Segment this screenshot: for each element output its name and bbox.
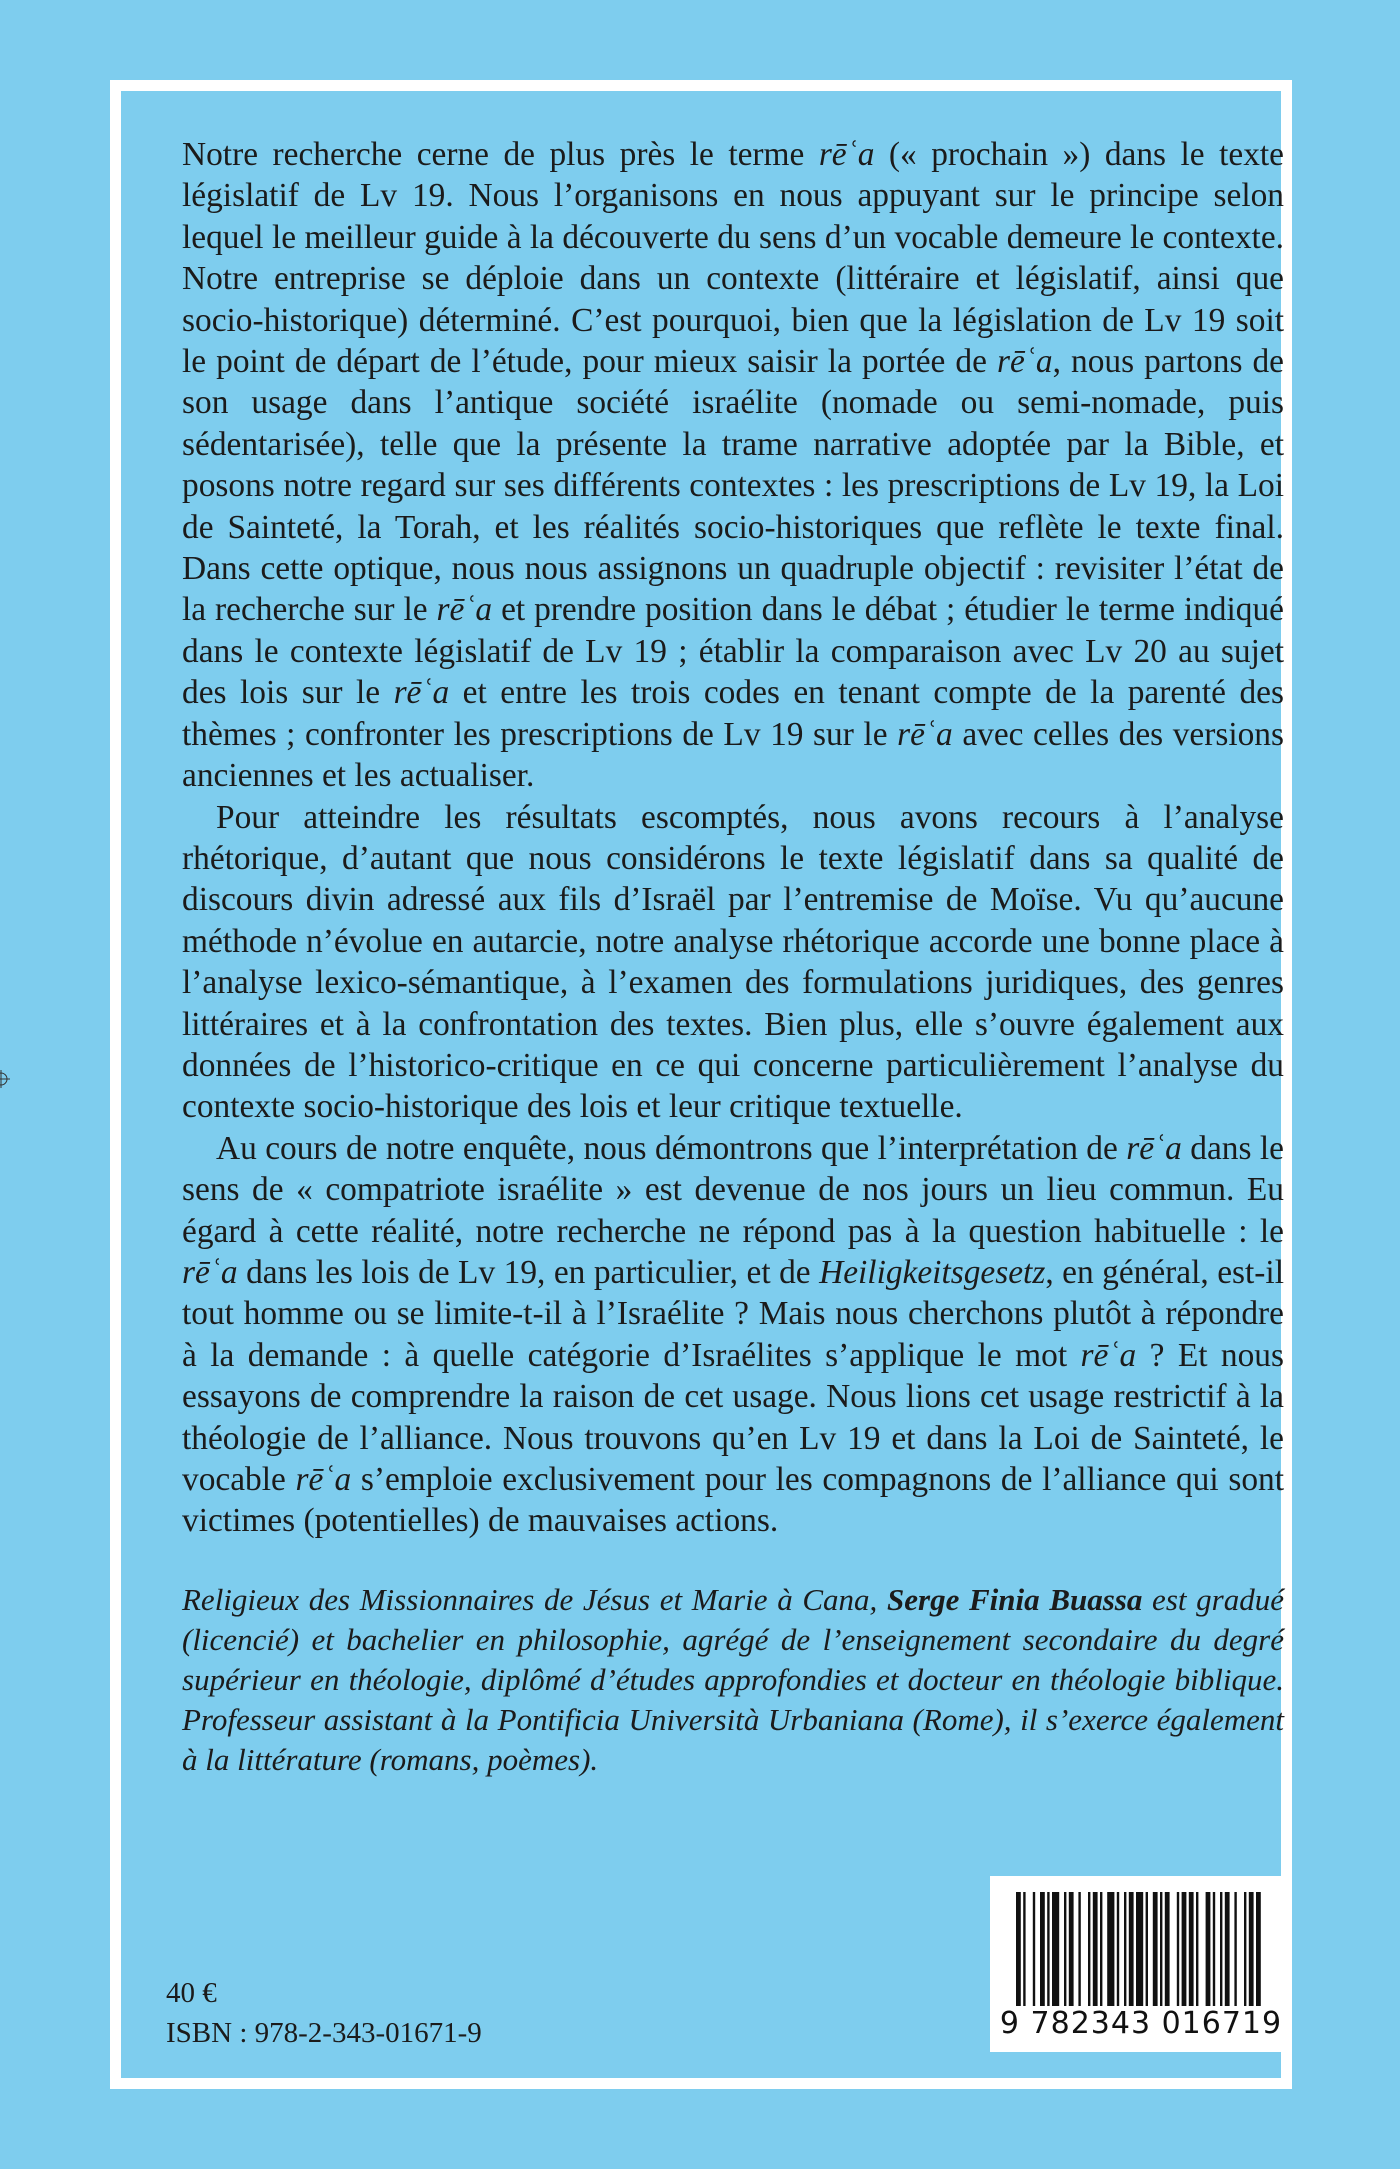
italic-term: rēʿa	[295, 1461, 352, 1498]
blurb-paragraph-1: Notre recherche cerne de plus près le terme rēʿa (« prochain ») dans le texte législatif de Lv 19. Nous l’organisons en nous appuyant sur le principe selon lequel le meilleur guide à la découverte du sens d’un vocable demeure le contexte. Notre entreprise se déploie dans un contexte (littéraire et législatif, ainsi que socio-historique) déterminé. C’est pourquoi, bien que la législation de Lv 19 soit le point de départ de l’étude, pour mieux saisir la portée de rēʿa, nous partons de son usage dans l’antique société israélite (nomade ou semi-nomade, puis sédentarisée), telle que la présente la trame narrative adoptée par la Bible, et posons notre regard sur ses différents contextes : les prescriptions de Lv 19, la Loi de Sainteté, la Torah, et les réalités socio-historiques que reflète le texte final. Dans cette optique, nous nous assignons un quadruple objectif : revisiter l’état de la recherche sur le rēʿa et prendre position dans le débat ; étudier le terme indiqué dans le contexte législatif de Lv 19 ; établir la comparaison avec Lv 20 au sujet des lois sur le rēʿa et entre les trois codes en tenant compte de la parenté des thèmes ; confronter les prescriptions de Lv 19 sur le rēʿa avec celles des versions anciennes et les actualiser.	[182, 136, 1285, 795]
barcode-bar	[1182, 1892, 1187, 2006]
barcode-bar	[1160, 1892, 1162, 2006]
barcode-bar	[1069, 1892, 1074, 2006]
italic-term: rēʿa	[436, 591, 493, 629]
barcode-bar	[1107, 1892, 1114, 2006]
barcode-bar	[1064, 1892, 1066, 2006]
barcode-bar	[1225, 1892, 1230, 2006]
price: 40 €	[166, 1977, 217, 2009]
barcode-bar	[1249, 1892, 1254, 2006]
barcode-bar	[1047, 1892, 1049, 2006]
italic-term: rēʿa	[897, 715, 953, 753]
barcode-bar	[1040, 1892, 1045, 2006]
barcode-bar	[1146, 1892, 1148, 2006]
isbn: ISBN : 978-2-343-01671-9	[166, 2017, 482, 2049]
barcode-bar	[1153, 1892, 1158, 2006]
barcode-bar	[1100, 1892, 1102, 2006]
barcode	[990, 1876, 1292, 2052]
italic-term: rēʿa	[818, 136, 875, 173]
italic-term: rēʿa	[182, 1253, 238, 1291]
blurb-paragraph-2: Pour atteindre les résultats escomptés, nous avons recours à l’analyse rhétorique, d’autant que nous considérons le texte législatif dans sa qualité de discours divin adressé aux fils d’Israël par l’entremise de Moïse. Vu qu’aucune méthode n’évolue en autarcie, notre analyse rhétorique accorde une bonne place à l’analyse lexico-sémantique, à l’examen des formulations juridiques, des genres littéraires et à la confrontation des textes. Bien plus, elle s’ouvre également aux données de l’historico-critique en ce qui concerne particulièrement l’analyse du contexte socio-historique des lois et leur critique textuelle.	[182, 798, 1284, 1126]
italic-term: rēʿa	[996, 343, 1053, 381]
barcode-bars	[1010, 1892, 1272, 2006]
italic-term: rēʿa	[393, 674, 450, 712]
author-name: Serge Finia Buassa	[887, 1582, 1143, 1617]
barcode-bar	[1189, 1892, 1194, 2006]
registration-mark-icon	[0, 1070, 10, 1088]
barcode-bar	[1124, 1892, 1126, 2006]
barcode-bar	[1052, 1892, 1059, 2006]
author-bio: Religieux des Missionnaires de Jésus et Marie à Cana, Serge Finia Buassa est gradué (licencié) et bachelier en philosophie, agrégé de l’enseignement secondaire du degré supérieur en théologie, diplômé d’études approfondies et docteur en théologie biblique. Professeur assistant à la Pontificia Università Urbaniana (Rome), il s’exerce également à la littérature (romans, poèmes).	[182, 1582, 1284, 1777]
blurb-paragraph-3: Au cours de notre enquête, nous démontrons que l’interprétation de rēʿa dans le sens de « compatriote israélite » est devenue de nos jours un lieu commun. Eu égard à cette réalité, notre recherche ne répond pas à la question habituelle : le rēʿa dans les lois de Lv 19, en particulier, et de Heiligkeitsgesetz, en général, est-il tout homme ou se limite-t-il à l’Israélite ? Mais nous cherchons plutôt à répondre à la demande : à quelle catégorie d’Israélites s’applique le mot rēʿa ? Et nous essayons de comprendre la raison de cet usage. Nous lions cet usage restrictif à la théologie de l’alliance. Nous trouvons qu’en Lv 19 et dans la Loi de Sainteté, le vocable rēʿa s’emploie exclusivement pour les compagnons de l’alliance qui sont victimes (potentielles) de mauvaises actions.	[182, 1129, 1284, 1540]
barcode-bar	[1256, 1892, 1261, 2006]
italic-term: rēʿa	[1080, 1336, 1137, 1374]
barcode-bar	[1033, 1892, 1035, 2006]
barcode-bar	[1206, 1892, 1211, 2006]
barcode-bar	[1093, 1892, 1098, 2006]
barcode-digits: 9 782343 016719	[999, 2006, 1283, 2041]
barcode-bar	[1078, 1892, 1080, 2006]
barcode-bar	[1016, 1892, 1021, 2006]
blurb	[182, 134, 1284, 1542]
barcode-bar	[1117, 1892, 1119, 2006]
barcode-bar	[1136, 1892, 1143, 2006]
italic-term: Heiligkeitsgesetz	[819, 1253, 1046, 1291]
barcode-bar	[1023, 1892, 1025, 2006]
barcode-bar	[1220, 1892, 1222, 2006]
barcode-bar	[1088, 1892, 1090, 2006]
barcode-bar	[1234, 1892, 1236, 2006]
barcode-bar	[1213, 1892, 1215, 2006]
barcode-bar	[1165, 1892, 1170, 2006]
barcode-bar	[1129, 1892, 1134, 2006]
barcode-bar	[1196, 1892, 1198, 2006]
barcode-bar	[1177, 1892, 1179, 2006]
italic-term: rēʿa	[1126, 1129, 1182, 1167]
barcode-bar	[1244, 1892, 1246, 2006]
